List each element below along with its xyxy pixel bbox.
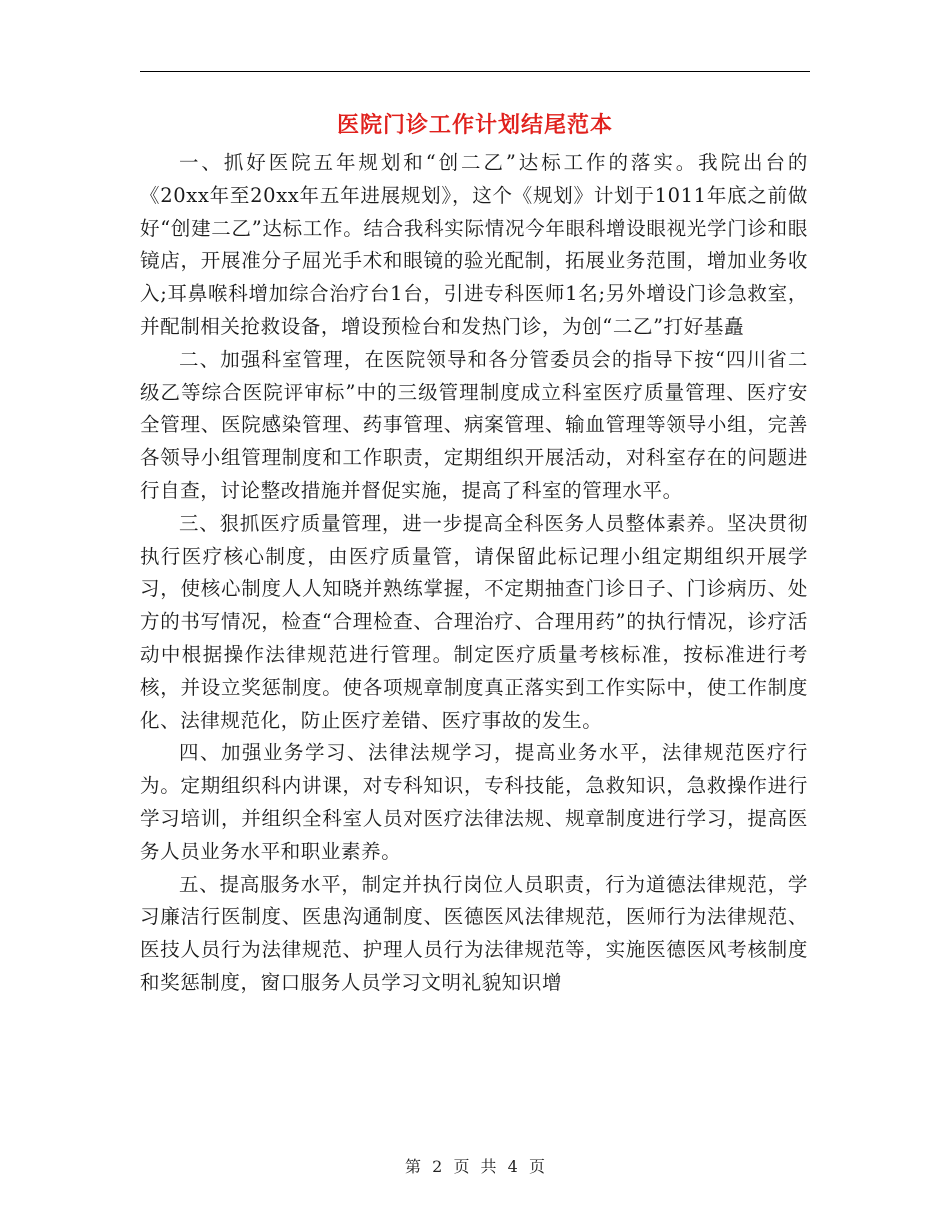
paragraph-4: 四、加强业务学习、法律法规学习，提高业务水平，法律规范医疗行为。定期组织科内讲课，对专科知识，专科技能，急救知识，急救操作进行学习培训，并组织全科室人员对医疗法律法规、规章制度进行学习，提高医务人员业务水平和职业素养。 <box>140 741 808 863</box>
paragraph-2: 二、加强科室管理，在医院领导和各分管委员会的指导下按“四川省二级乙等综合医院评审标”中的三级管理制度成立科室医疗质量管理、医疗安全管理、医院感染管理、药事管理、病案管理、输血管理等领导小组，完善各领导小组管理制度和工作职责，定期组织开展活动，对科室存在的问题进行自查，讨论整改措施并督促实施，提高了科室的管理水平。 <box>140 347 808 502</box>
paragraph-5: 五、提高服务水平，制定并执行岗位人员职责，行为道德法律规范，学习廉洁行医制度、医患沟通制度、医德医风法律规范，医师行为法律规范、医技人员行为法律规范、护理人员行为法律规范等，实施医德医风考核制度和奖惩制度，窗口服务人员学习文明礼貌知识增 <box>140 872 808 994</box>
document-body <box>140 147 808 1000</box>
footer-total-prefix: 共 <box>480 1157 497 1176</box>
document-title: 医院门诊工作计划结尾范本 <box>336 112 613 138</box>
paragraph-3: 三、狠抓医疗质量管理，进一步提高全科医务人员整体素养。坚决贯彻执行医疗核心制度，由医疗质量管，请保留此标记理小组定期组织开展学习，使核心制度人人知晓并熟练掌握，不定期抽查门诊日子、门诊病历、处方的书写情况，检查“合理检查、合理治疗、合理用药”的执行情况，诊疗活动中根据操作法律规范进行管理。制定医疗质量考核标准，按标准进行考核，并设立奖惩制度。使各项规章制度真正落实到工作实际中，使工作制度化、法律规范化，防止医疗差错、医疗事故的发生。 <box>140 511 808 732</box>
footer-total-suffix: 页 <box>528 1157 545 1176</box>
footer-current-page: 2 <box>432 1157 443 1176</box>
paragraph-1: 一、抓好医院五年规划和“创二乙”达标工作的落实。我院出台的《20xx年至20xx年五年进展规划》，这个《规划》计划于1011年底之前做好“创建二乙”达标工作。结合我科实际情况今年眼科增设眼视光学门诊和眼镜店，开展准分子屈光手术和眼镜的验光配制，拓展业务范围，增加业务收入;耳鼻喉科增加综合治疗台1台，引进专科医师1名;另外增设门诊急救室，并配制相关抢救设备，增设预检台和发热门诊，为创“二乙”打好基矗 <box>140 151 808 338</box>
header-rule <box>140 71 810 72</box>
page-footer <box>0 1154 950 1177</box>
footer-total-pages: 4 <box>507 1157 518 1176</box>
footer-page-prefix: 第 <box>405 1157 422 1176</box>
footer-page-word: 页 <box>453 1157 470 1176</box>
